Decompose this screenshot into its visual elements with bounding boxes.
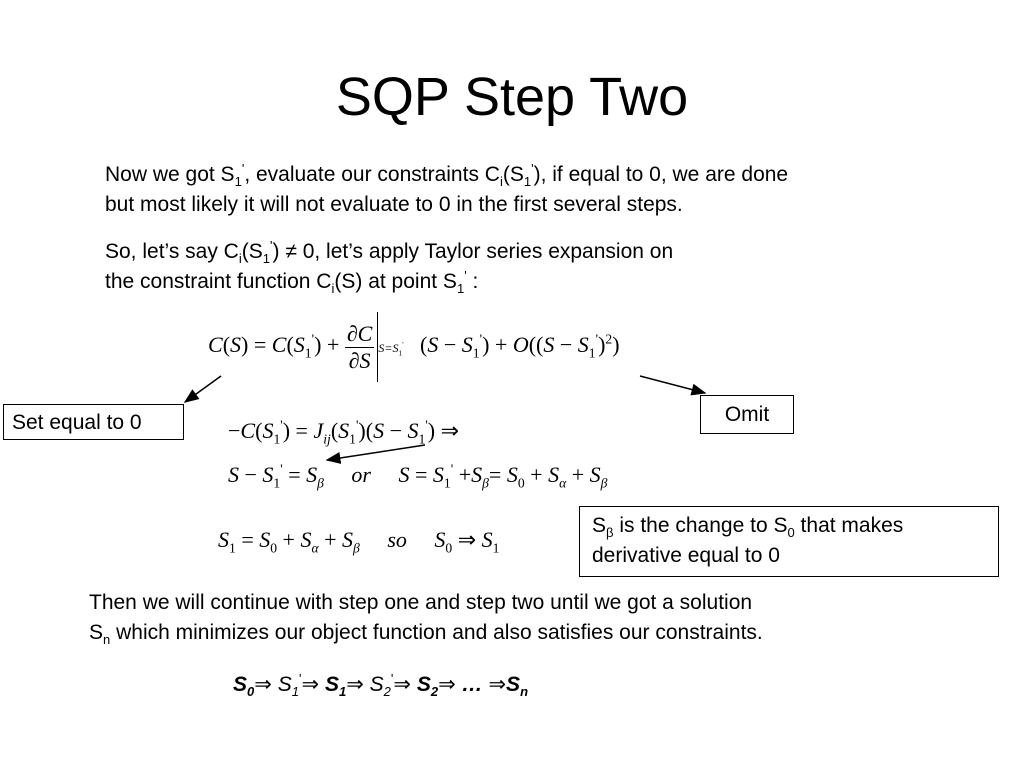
iteration-chain: $S_0\Rightarrow$ $S_1'\Rightarrow$ $S_1\Rightarrow$ $S_2'\Rightarrow$ $S_2\Rightarrow$ … $\Rightarrow S_n$ (233, 671, 529, 700)
intro-paragraph: Now we got $S_1'$, evaluate our constraints $C_i(S_1')$, if equal to 0, we are done but most likely it will not evaluate to 0 in the first several steps. (105, 161, 789, 216)
arrow-to-set-equal (185, 376, 221, 402)
s-beta-note-box: $S_\beta$ is the change to $S_0$ that makes derivative equal to 0 (579, 506, 999, 577)
set-equal-label: Set equal to 0 (3, 404, 184, 440)
s-beta-equation: $S - S_1' = S_\beta$ or $S = S_1' +S_\beta= S_0 + S_\alpha + S_\beta$ (228, 461, 608, 491)
s1-equation: $S_1 = S_0 + S_\alpha + S_\beta$ so $S_0$ ⇒ $S_1$ (218, 527, 500, 556)
conclusion-paragraph: Then we will continue with step one and step two until we got a solution $S_n$ which minimizes our object function and also satisfies our constraints. (89, 591, 763, 648)
jacobian-equation: $-C(S_1') = J_{ij}(S_1')(S - S_1')$ ⇒ (228, 417, 460, 447)
arrow-to-omit (640, 376, 705, 393)
taylor-expansion-equation: $C(S) = C(S_1')$ + $\frac{\partial C}{\partial S}$ $S=S_1'$ $(S - S_1') + O((S - S_1')^2)$ (208, 312, 620, 382)
omit-label: Omit (700, 395, 794, 434)
slide-title: SQP Step Two (335, 67, 689, 127)
taylor-paragraph: So, let’s say $C_i(S_1') \ne 0$, let’s apply Taylor series expansion on the constraint function $C_i(S)$ at point $S_1'$ : (105, 238, 674, 297)
arrow-to-s-beta (327, 445, 425, 460)
